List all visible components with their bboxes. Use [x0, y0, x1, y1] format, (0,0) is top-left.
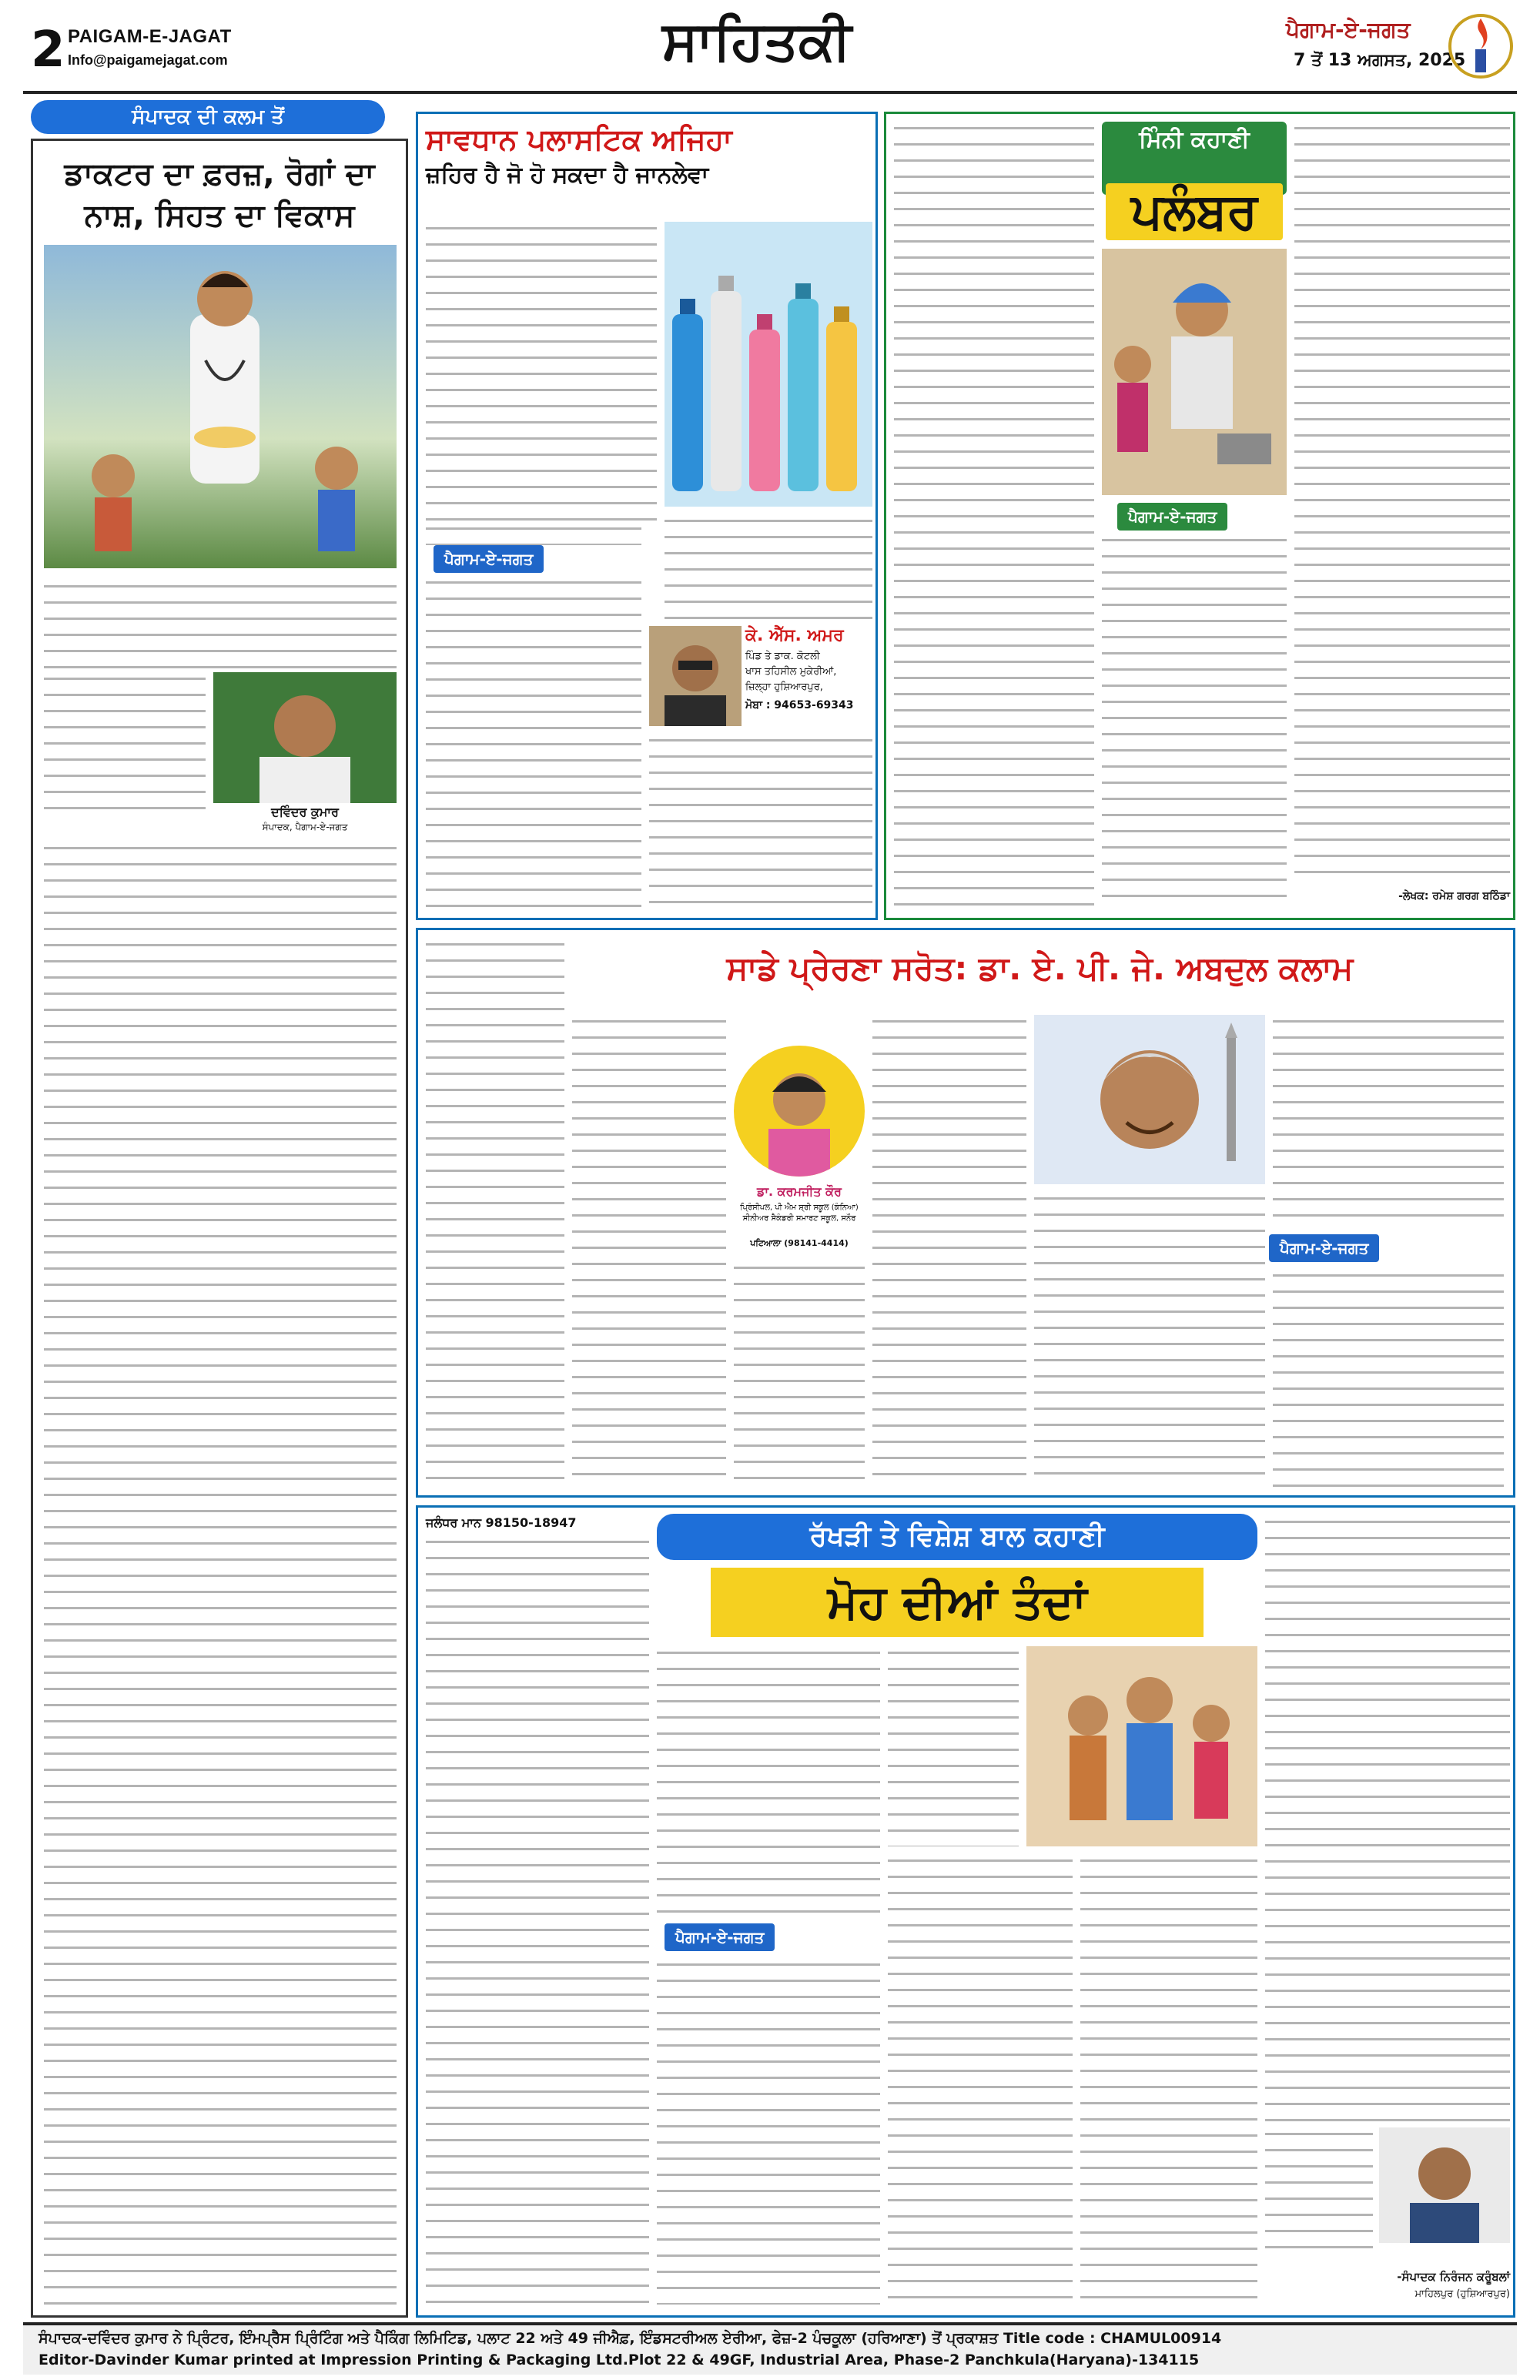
rakhri-dateline: ਜਲੰਧਰ ਮਾਨ 98150-18947 [426, 1515, 577, 1530]
plastic-author-addr1: ਪਿੰਡ ਤੇ ਡਾਕ. ਕੋਟਲੀ [745, 651, 820, 662]
plastic-body-4 [649, 734, 872, 907]
kalam-body-4 [872, 1015, 1026, 1488]
editorial-body-2 [44, 672, 206, 811]
kalam-author-details: ਪ੍ਰਿੰਸੀਪਲ, ਪੀ ਐਮ ਸ਼੍ਰੀ ਸਕੂਲ (ਕੰਨਿਆ) ਸੀਨੀਅਰ ਸੈਕੰਡਰੀ ਸਮਾਰਟ ਸਕੂਲ, ਸਨੌਰ [740, 1203, 859, 1223]
kalam-body-6 [1273, 1015, 1504, 1230]
kalam-portrait [1034, 1015, 1265, 1184]
editor-portrait [213, 672, 397, 803]
editorial-headline: ਡਾਕਟਰ ਦਾ ਫ਼ਰਜ਼, ਰੋਗਾਂ ਦਾ ਨਾਸ਼, ਸਿਹਤ ਦਾ ਵਿਕਾਸ [64, 156, 375, 233]
torch-logo-icon [1448, 11, 1514, 82]
story-body-3 [1294, 122, 1510, 884]
story-byline: -ਲੇਖਕ: ਰਮੇਸ਼ ਗਰਗ ਬਠਿੰਡਾ [1398, 890, 1510, 902]
plastic-watermark: ਪੈਗਾਮ-ਏ-ਜਗਤ [434, 545, 544, 573]
editorial-body-1 [44, 580, 397, 672]
plumber-illustration [1102, 249, 1287, 495]
mini-story-box [884, 112, 1515, 920]
kalam-body-3 [734, 1261, 865, 1488]
kalam-body-5 [1034, 1192, 1265, 1488]
editorial-body-3 [44, 842, 397, 2305]
issue-date: 7 ਤੋਂ 13 ਅਗਸਤ, 2025 [1294, 51, 1466, 70]
imprint-footer [23, 2322, 1517, 2375]
kalam-headline: ਸਾਡੇ ਪ੍ਰੇਰਣਾ ਸਰੋਤ: ਡਾ. ਏ. ਪੀ. ਜੇ. ਅਬਦੁਲ ਕਲਾਮ [726, 949, 1354, 987]
rakhri-body-7 [1265, 1515, 1510, 2124]
rakhri-author-place: ਮਾਹਿਲਪੁਰ (ਹੁਸ਼ਿਆਰਪੁਰ) [1414, 2288, 1510, 2300]
story-title: ਪਲੰਬਰ [1106, 183, 1283, 240]
story-label: ਮਿੰਨੀ ਕਹਾਣੀ [1139, 126, 1250, 153]
rakhri-story-box [416, 1505, 1515, 2318]
rakhri-body-5 [888, 1854, 1073, 2305]
page-title: ਸਾਹਿਤਕੀ [662, 9, 852, 72]
plastic-body-1 [426, 222, 657, 522]
plastic-headline: ਸਾਵਧਾਨ ਪਲਾਸਟਿਕ ਅਜਿਹਾ [426, 122, 732, 156]
rakhri-banner: ਰੱਖੜੀ ਤੇ ਵਿਸ਼ੇਸ਼ ਬਾਲ ਕਹਾਣੀ [657, 1514, 1257, 1560]
email-link[interactable]: Info@paigamejagat.com [68, 52, 228, 68]
rakhri-body-4 [888, 1646, 1019, 1846]
header-rule [23, 91, 1517, 94]
plastic-author-phone: ਮੋਬਾ : 94653-69343 [745, 699, 854, 711]
imprint-line-2: Editor-Davinder Kumar printed at Impression Printing & Packaging Ltd.Plot 22 & 49GF, Industrial Area, Phase-2 Panchkula(Haryana)-134115 [38, 2352, 1200, 2368]
logo-text: ਪੈਗਾਮ-ਏ-ਜਗਤ [1286, 17, 1411, 42]
rakhri-title: ਮੋਹ ਦੀਆਂ ਤੰਦਾਂ [711, 1568, 1204, 1637]
kalam-body-2 [572, 1015, 726, 1488]
rakhri-body-1 [426, 1535, 649, 2305]
editor-name: ਦਵਿੰਦਰ ਕੁਮਾਰ [271, 805, 339, 819]
kalam-article-box [416, 928, 1515, 1498]
kalam-author-phone: ਪਟਿਆਲਾ (98141-4414) [750, 1238, 849, 1248]
story-watermark: ਪੈਗਾਮ-ਏ-ਜਗਤ [1117, 503, 1227, 531]
editor-role: ਸੰਪਾਦਕ, ਪੈਗਾਮ-ਏ-ਜਗਤ [262, 822, 348, 832]
brand-name: PAIGAM-E-JAGAT [68, 26, 232, 47]
plastic-article-box [416, 112, 878, 920]
kalam-body-1 [426, 938, 564, 1488]
doctor-illustration [44, 245, 397, 568]
rakhri-family-illustration [1026, 1646, 1257, 1846]
story-body-1 [894, 122, 1094, 907]
page-number: 2 [31, 22, 65, 79]
rakhri-body-8 [1265, 2127, 1373, 2262]
rakhri-body-6 [1080, 1854, 1257, 2305]
rakhri-body-3 [657, 1958, 880, 2305]
kalam-author-photo [734, 1046, 865, 1177]
plastic-body-2 [665, 514, 872, 622]
story-body-2 [1102, 534, 1287, 907]
imprint-line-1: ਸੰਪਾਦਕ-ਦਵਿੰਦਰ ਕੁਮਾਰ ਨੇ ਪ੍ਰਿੰਟਰ, ਇੰਮਪ੍ਰੈਸ ਪ੍ਰਿੰਟਿੰਗ ਅਤੇ ਪੈਕਿੰਗ ਲਿਮਿਟਿਡ, ਪਲਾਟ 22 ਅਤੇ 49 ਜੀਐਫ਼, ਇੰਡਸਟਰੀਅਲ ਏਰੀਆ, ਫੇਜ਼-2 ਪੰਚਕੂਲਾ (ਹਰਿਆਣਾ) ਤੋਂ ਪ੍ਰਕਾਸ਼ਤ Title code : CHAMUL00914 [38, 2330, 1222, 2347]
kalam-watermark: ਪੈਗਾਮ-ਏ-ਜਗਤ [1269, 1234, 1379, 1262]
plastic-author-name: ਕੇ. ਐੱਸ. ਅਮਰ [745, 626, 844, 645]
rakhri-body-2 [657, 1646, 880, 1920]
kalam-author-name: ਡਾ. ਕਰਮਜੀਤ ਕੌਰ [757, 1184, 842, 1199]
rakhri-watermark: ਪੈਗਾਮ-ਏ-ਜਗਤ [665, 1923, 775, 1951]
plastic-author-addr3: ਜ਼ਿਲ੍ਹਾ ਹੁਸ਼ਿਆਰਪੁਰ, [745, 681, 823, 693]
editorial-box [31, 139, 408, 2318]
plastic-body-3 [426, 576, 641, 907]
plastic-author-addr2: ਖਾਸ ਤਹਿਸੀਲ ਮੁਕੇਰੀਆਂ, [745, 666, 837, 678]
plastic-author-photo [649, 626, 742, 726]
kalam-body-7 [1273, 1269, 1504, 1488]
plastic-bottles-photo [665, 222, 872, 507]
plastic-subheadline: ਜ਼ਹਿਰ ਹੈ ਜੋ ਹੋ ਸਕਦਾ ਹੈ ਜਾਨਲੇਵਾ [426, 162, 709, 189]
rakhri-author-name: -ਸੰਪਾਦਕ ਨਿਰੰਜਨ ਕਰੂੰਬਲਾਂ [1397, 2270, 1510, 2284]
rakhri-author-photo [1379, 2127, 1510, 2243]
editorial-banner: ਸੰਪਾਦਕ ਦੀ ਕਲਮ ਤੋਂ [31, 100, 385, 134]
